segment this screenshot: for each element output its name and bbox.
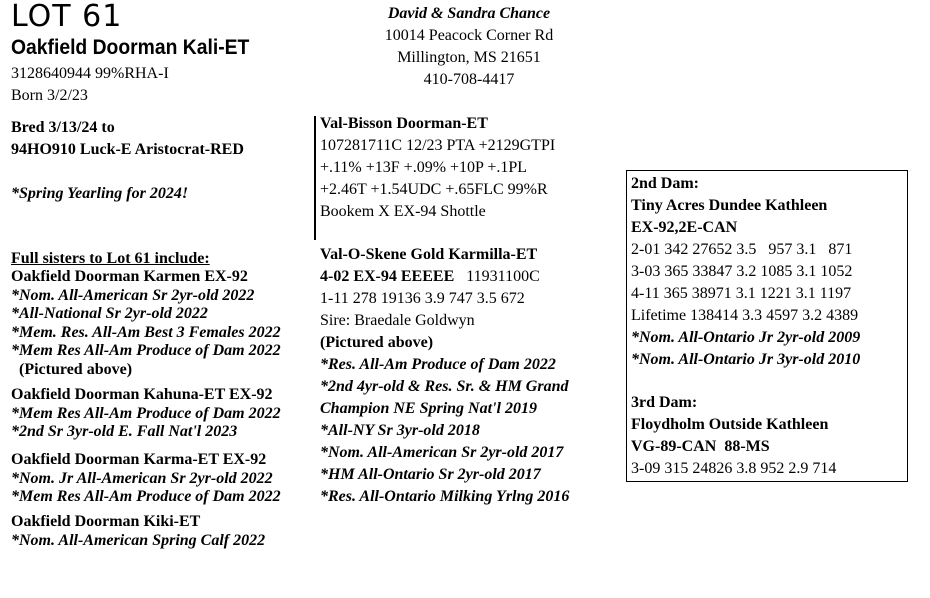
dam-reg: 11931100C: [466, 268, 540, 285]
sire-detail: +2.46T +1.54UDC +.65FLC 99%R: [320, 181, 548, 198]
second-dam-honor: *Nom. All-Ontario Jr 3yr-old 2010: [631, 351, 861, 368]
dam-record: 1-11 278 19136 3.9 747 3.5 672: [320, 290, 525, 307]
third-dam-block: [631, 392, 836, 480]
lot-number: LOT 61: [11, 0, 123, 34]
dam-honor: *HM All-Ontario Sr 2yr-old 2017: [320, 466, 541, 483]
second-dam-record: 3-03 365 33847 3.2 1085 3.1 1052: [631, 263, 853, 280]
third-dam-label: 3rd Dam:: [631, 394, 698, 411]
dam-honor: *Nom. All-American Sr 2yr-old 2017: [320, 444, 564, 461]
dam-class-line: [320, 266, 569, 288]
second-dam-class: EX-92,2E-CAN: [631, 219, 738, 236]
dam-classification: 4-02 EX-94 EEEEE: [320, 268, 455, 285]
sister-name: Oakfield Doorman Karma-ET EX-92: [11, 451, 267, 468]
second-dam-record: 4-11 365 38971 3.1 1221 3.1 1197: [631, 285, 852, 302]
dam-honor: *All-NY Sr 3yr-old 2018: [320, 422, 480, 439]
bred-to-sire: 94HO910 Luck-E Aristocrat-RED: [11, 141, 244, 158]
sister-honor: *Mem Res All-Am Produce of Dam 2022: [11, 404, 281, 422]
sister-pictured: (Pictured above): [19, 360, 133, 378]
animal-name: Oakfield Doorman Kali-ET: [11, 36, 250, 59]
bred-date: Bred 3/13/24 to: [11, 119, 115, 136]
sister-honor: *Nom. All-American Sr 2yr-old 2022: [11, 286, 255, 304]
second-dam-lifetime: Lifetime 138414 3.3 4597 3.2 4389: [631, 307, 859, 324]
sisters-heading: Full sisters to Lot 61 include:: [11, 250, 210, 267]
registration: 3128640944 99%RHA-I: [11, 65, 169, 82]
sister-group: [11, 386, 281, 442]
consignor-address: 10014 Peacock Corner Rd: [384, 27, 554, 44]
sister-name: Oakfield Doorman Kiki-ET: [11, 513, 201, 530]
sister-honor: *All-National Sr 2yr-old 2022: [11, 305, 208, 322]
dam-pictured: (Pictured above): [320, 334, 434, 351]
sire-detail: 107281711C 12/23 PTA +2129GTPI: [320, 137, 556, 154]
birth-date: Born 3/2/23: [11, 87, 88, 104]
sister-group: [11, 451, 281, 507]
sire-name: Val-Bisson Doorman-ET: [320, 115, 488, 132]
dam-honor: *Res. All-Am Produce of Dam 2022: [320, 356, 556, 373]
consignor-block: [344, 3, 594, 91]
third-dam-name: Floydholm Outside Kathleen: [631, 416, 829, 433]
second-dam-name: Tiny Acres Dundee Kathleen: [631, 197, 828, 214]
sire-detail: Bookem X EX-94 Shottle: [320, 203, 486, 220]
consignor-name: David & Sandra Chance: [387, 5, 551, 22]
third-dam-class: VG-89-CAN 88-MS: [631, 438, 770, 455]
sister-name: Oakfield Doorman Kahuna-ET EX-92: [11, 386, 273, 403]
sister-honor: *Mem Res All-Am Produce of Dam 2022: [11, 342, 281, 359]
yearling-note: *Spring Yearling for 2024!: [11, 185, 189, 202]
pedigree-divider: [314, 116, 316, 240]
sire-detail: +.11% +13F +.09% +10P +.1PL: [320, 159, 528, 176]
second-dam-block: [631, 173, 860, 371]
sister-group: [11, 268, 281, 379]
dam-honor: Champion NE Spring Nat'l 2019: [320, 400, 537, 417]
dam-name: Val-O-Skene Gold Karmilla-ET: [320, 246, 538, 263]
consignor-phone: 410-708-4417: [423, 71, 515, 88]
sire-block: [320, 113, 555, 223]
third-dam-record: 3-09 315 24826 3.8 952 2.9 714: [631, 460, 837, 477]
second-dam-label: 2nd Dam:: [631, 175, 700, 192]
dam-honor: *Res. All-Ontario Milking Yrlng 2016: [320, 488, 570, 505]
sister-honor: *Nom. All-American Spring Calf 2022: [11, 531, 266, 549]
dam-honor: *2nd 4yr-old & Res. Sr. & HM Grand: [320, 378, 569, 395]
sister-honor: *2nd Sr 3yr-old E. Fall Nat'l 2023: [11, 423, 238, 440]
sister-honor: *Mem Res All-Am Produce of Dam 2022: [11, 488, 281, 505]
dam-sire: Sire: Braedale Goldwyn: [320, 312, 475, 329]
consignor-city: Millington, MS 21651: [397, 49, 541, 66]
dam-block: [320, 244, 569, 508]
second-dam-honor: *Nom. All-Ontario Jr 2yr-old 2009: [631, 329, 861, 346]
sister-name: Oakfield Doorman Karmen EX-92: [11, 268, 248, 285]
sister-group: [11, 513, 265, 550]
sister-honor: *Mem. Res. All-Am Best 3 Females 2022: [11, 323, 281, 341]
sister-honor: *Nom. Jr All-American Sr 2yr-old 2022: [11, 469, 273, 487]
second-dam-record: 2-01 342 27652 3.5 957 3.1 871: [631, 241, 853, 258]
